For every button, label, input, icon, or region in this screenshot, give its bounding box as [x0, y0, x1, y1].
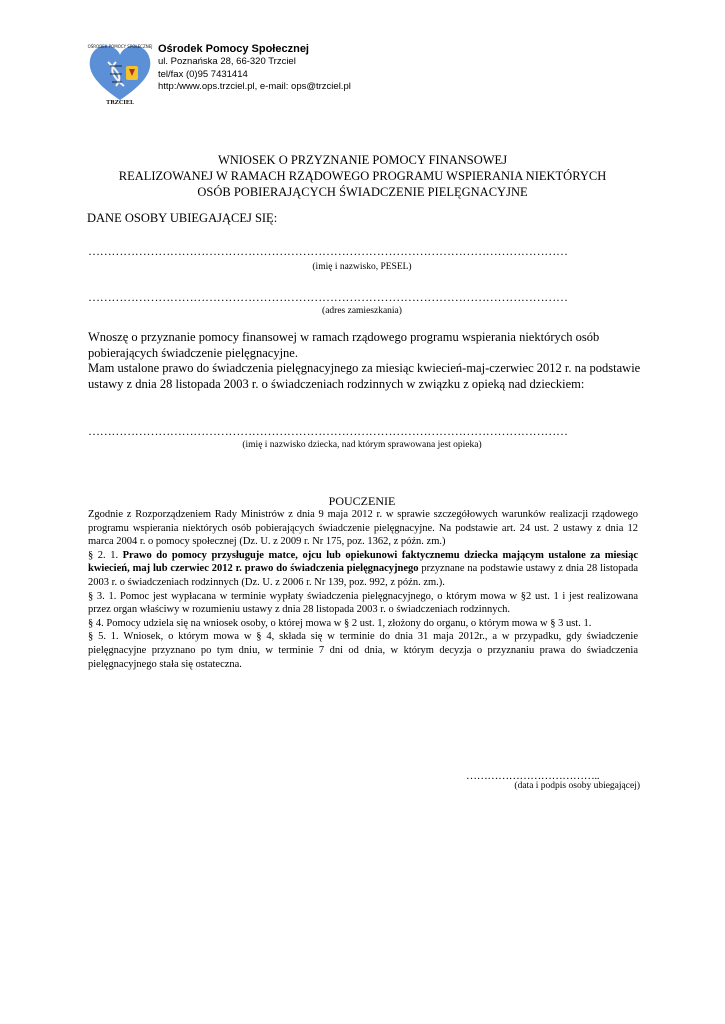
request-text — [88, 330, 648, 392]
document-title — [60, 152, 665, 200]
signature-field[interactable]: ……………………………….. — [466, 770, 600, 782]
request-paragraph-1: Wnoszę o przyznanie pomocy finansowej w ramach rządowego programu wspierania niektórych osób pobierających świadczenie pielęgnacyjne. — [88, 330, 600, 360]
paragraph-2 — [88, 549, 638, 590]
pouczenie-intro: Zgodnie z Rozporządzeniem Rady Ministrów z dnia 9 maja 2012 r. w sprawie szczegółowych warunków realizacji rządowego programu wspierania niektórych osób pobierających świadczenie pielęgnacyjne. Na podstawie art. 24 ust. 2 ustawy z dnia 12 marca 2004 r. o pomocy społecznej (Dz. U. z 2009 r. Nr 175, poz. 1362, z późn. zm.) — [88, 509, 638, 548]
address-caption: (adres zamieszkania) — [322, 306, 402, 316]
title-line-3: OSÓB POBIERAJĄCYCH ŚWIADCZENIE PIELĘGNACYJNE — [197, 185, 528, 199]
paragraph-5: § 5. 1. Wniosek, o którym mowa w § 4, składa się w terminie do dnia 31 maja 2012r., a w przypadku, gdy świadczenie pielęgnacyjne przyznano po tym dniu, w terminie 7 dni od dnia, w którym decyzja o przyznaniu prawa do świadczenia pielęgnacyjnego stała się ostateczna. — [88, 631, 638, 670]
name-pesel-field[interactable]: …………………………………………………………………………………………………………… — [88, 244, 568, 258]
paragraph-4: § 4. Pomocy udziela się na wniosek osoby, o której mowa w § 2 ust. 1, złożony do organu, o którym mowa w § 3 ust. 1. — [88, 617, 592, 629]
paragraph-2-rest: przyznane na podstawie ustawy z dnia 28 listopada 2003 r. o świadczeniach rodzinnych (Dz. U. z 2006 r. Nr 139, poz. 992, z późn. zm.). — [88, 563, 638, 588]
ops-trzciel-logo — [86, 40, 154, 106]
org-address: ul. Poznańska 28, 66-320 Trzciel — [158, 56, 296, 67]
pouczenie-heading: POUCZENIE — [328, 494, 396, 508]
address-field[interactable]: …………………………………………………………………………………………………………… — [88, 290, 568, 304]
title-line-2: REALIZOWANEJ W RAMACH RZĄDOWEGO PROGRAMU WSPIERANIA NIEKTÓRYCH — [118, 169, 607, 183]
logo-town-text: TRZCIEL — [106, 100, 134, 106]
child-name-field[interactable]: …………………………………………………………………………………………………………… — [88, 424, 568, 438]
paragraph-2-bold: Prawo do pomocy przysługuje matce, ojcu lub opiekunowi faktycznemu dziecka mającym ustalone za miesiąc kwiecień, maj lub czerwiec 2012 r. prawo do świadczenia pielęgnacyjnego — [88, 549, 638, 575]
paragraph-3: § 3. 1. Pomoc jest wypłacana w terminie wypłaty świadczenia pielęgnacyjnego, o którym mowa w §2 ust. 1 i jest realizowana przez organ właściwy w rozumieniu ustawy z dnia 28 listopada 2003 r. o świadczeniach rodzinnych. — [88, 590, 638, 616]
org-name: Ośrodek Pomocy Społecznej — [158, 43, 309, 55]
request-paragraph-2: Mam ustalone prawo do świadczenia pielęgnacyjnego za miesiąc kwiecień-maj-czerwiec 2012 r. na podstawie ustawy z dnia 28 listopada 2003 r. o świadczeniach rodzinnych w związku z opieką nad dzieckiem: — [88, 361, 641, 391]
child-name-caption: (imię i nazwisko dziecka, nad którym sprawowana jest opieka) — [242, 440, 482, 450]
paragraph-2-prefix: § 2. 1. — [88, 549, 123, 561]
org-contact: http:/www.ops.trzciel.pl, e-mail: ops@trzciel.pl — [158, 81, 351, 92]
title-line-1: WNIOSEK O PRZYZNANIE POMOCY FINANSOWEJ — [217, 153, 508, 167]
org-phone: tel/fax (0)95 7431414 — [158, 68, 248, 80]
name-pesel-caption: (imię i nazwisko, PESEL) — [312, 262, 412, 272]
pouczenie-body — [88, 508, 638, 671]
signature-caption: (data i podpis osoby ubiegającej) — [514, 781, 640, 791]
logo-arc-text: OŚRODEK POMOCY SPOŁECZNEJ — [87, 44, 153, 49]
applicant-heading: DANE OSOBY UBIEGAJĄCEJ SIĘ: — [87, 211, 278, 225]
organization-header — [158, 42, 351, 94]
